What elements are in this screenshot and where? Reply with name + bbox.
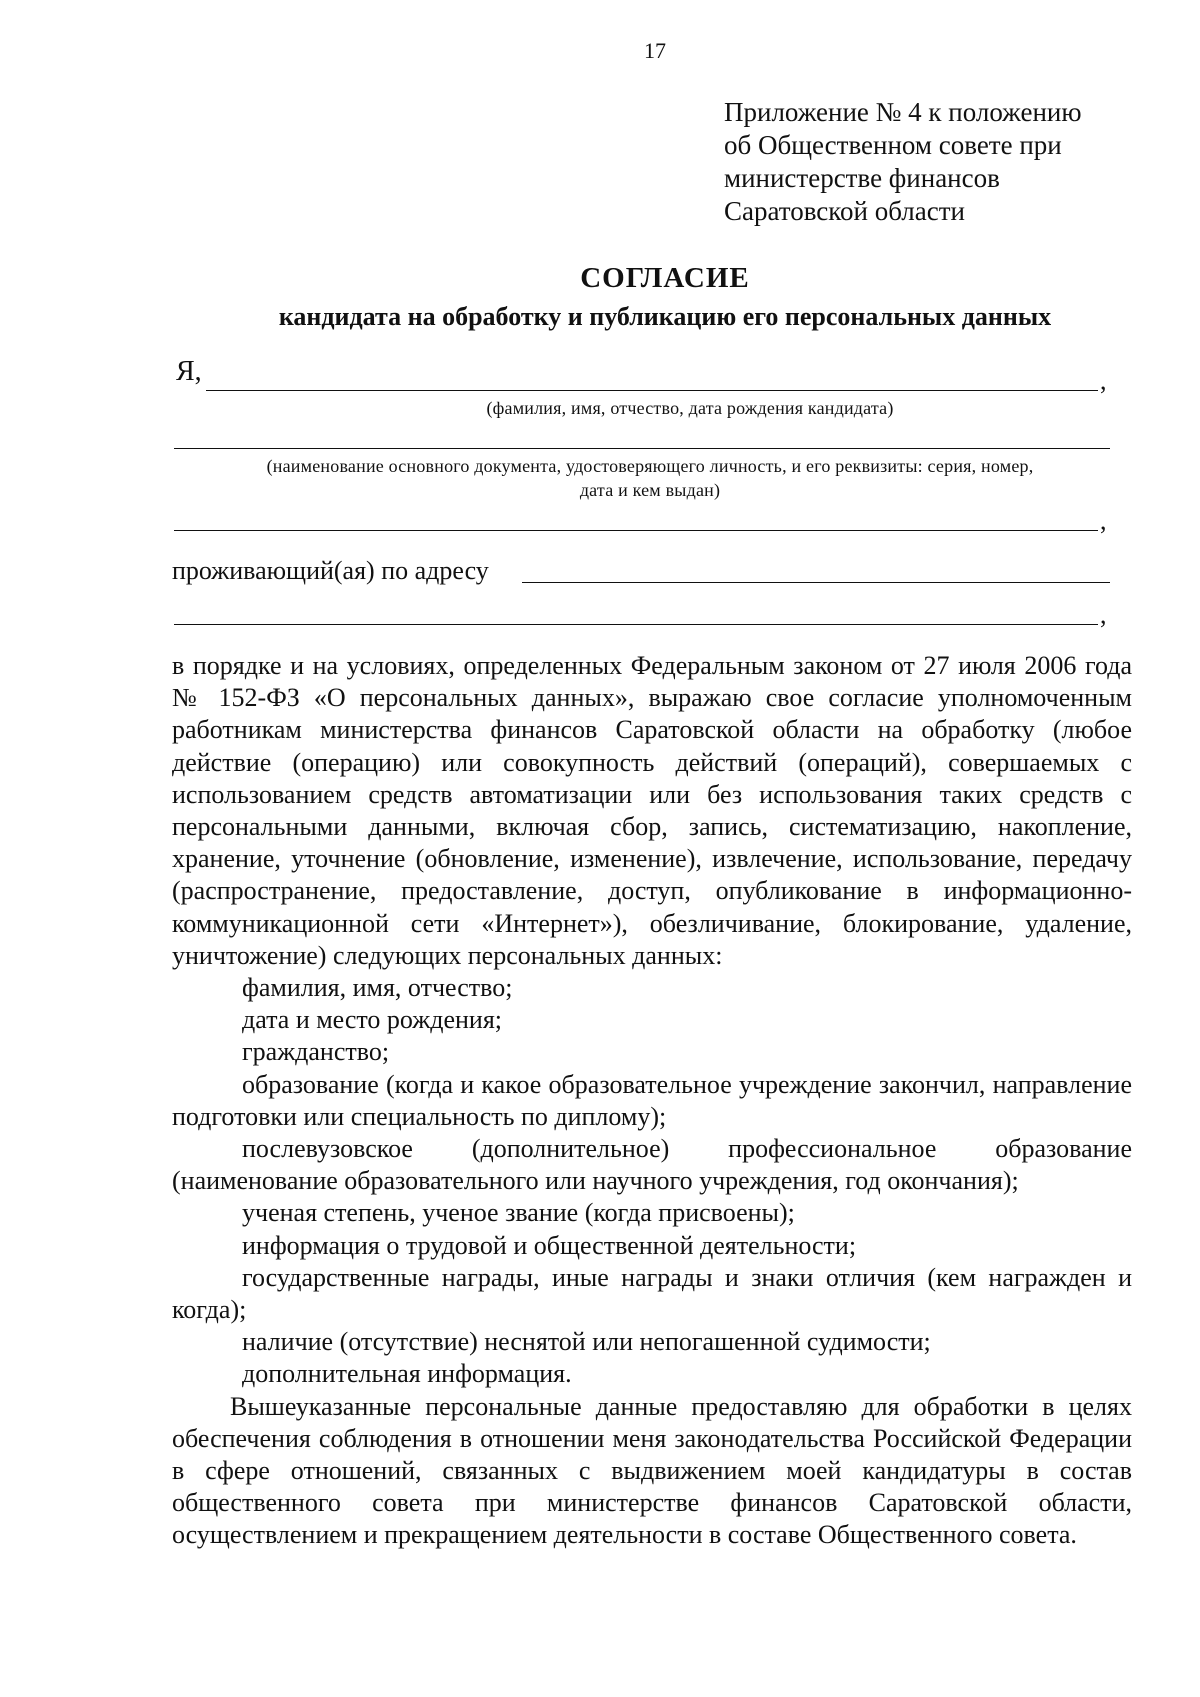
- appendix-line: министерстве финансов: [724, 163, 1000, 193]
- appendix-line: Саратовской области: [724, 196, 965, 226]
- hint-document-line1: (наименование основного документа, удостоверяющего личность, и его реквизиты: серия, номер,: [266, 456, 1034, 476]
- appendix-line: Приложение № 4 к положению: [724, 97, 1082, 127]
- address-comma: ,: [1100, 600, 1107, 629]
- data-list-item: государственные награды, иные награды и знаки отличия (кем награжден и когда);: [172, 1262, 1132, 1325]
- consent-intro-paragraph: в порядке и на условиях, определенных Федеральным законом от 27 июля 2006 года № 152-ФЗ «О персональных данных», выражаю свое согласие уполномоченным работникам министерства финансов Саратовской области на обработку (любое действие (операцию) или совокупность действий (операций), совершаемых с использованием средств автоматизации или без использования таких средств с персональными данными, включая сбор, запись, систематизацию, накопление, хранение, уточнение (обновление, изменение), извлечение, использование, передачу (распространение, предоставление, доступ, опубликование в информационно-коммуникационной сети «Интернет»), обезличивание, блокирование, удаление, уничтожение) следующих персональных данных:: [172, 651, 1132, 970]
- data-list-item: ученая степень, ученое звание (когда присвоены);: [242, 1198, 795, 1228]
- address-label: проживающий(ая) по адресу: [172, 556, 489, 585]
- data-list-item: информация о трудовой и общественной деятельности;: [242, 1230, 857, 1260]
- name-blank-line[interactable]: [206, 390, 1098, 391]
- name-comma: ,: [1100, 366, 1107, 395]
- address-blank-line[interactable]: [522, 582, 1110, 583]
- address-continuation-line[interactable]: [174, 624, 1098, 625]
- document-blank-line[interactable]: [174, 448, 1110, 449]
- data-list-item: наличие (отсутствие) неснятой или непогашенной судимости;: [242, 1327, 931, 1357]
- data-list-item: гражданство;: [242, 1037, 390, 1067]
- data-list-item: образование (когда и какое образовательное учреждение закончил, направление подготовки или специальность по диплому);: [172, 1069, 1132, 1131]
- consent-body: [172, 650, 1132, 1552]
- ya-label: Я,: [176, 356, 202, 387]
- data-list-item: дополнительная информация.: [242, 1359, 572, 1389]
- data-list-item: дата и место рождения;: [242, 1005, 503, 1035]
- document-title: СОГЛАСИЕ: [580, 262, 750, 294]
- appendix-line: об Общественном совете при: [724, 130, 1062, 160]
- data-list-item: послевузовское (дополнительное) профессиональное образование (наименование образовательного или научного учреждения, год окончания);: [172, 1134, 1132, 1196]
- consent-closing-paragraph: Вышеуказанные персональные данные предоставляю для обработки в целях обеспечения соблюдения в отношении меня законодательства Российской Федерации в сфере отношений, связанных с выдвижением моей кандидатуры в состав общественного совета при министерстве финансов Саратовской области, осуществлением и прекращением деятельности в составе Общественного совета.: [172, 1391, 1132, 1550]
- document-comma: ,: [1100, 506, 1107, 535]
- appendix-header: [724, 96, 1082, 228]
- hint-document-line2: дата и кем выдан): [579, 480, 721, 500]
- page-number: 17: [644, 38, 666, 63]
- data-list-item: фамилия, имя, отчество;: [242, 973, 513, 1003]
- document-subtitle: кандидата на обработку и публикацию его персональных данных: [278, 302, 1052, 331]
- document-details-blank-line[interactable]: [174, 530, 1098, 531]
- hint-name: (фамилия, имя, отчество, дата рождения кандидата): [486, 398, 894, 418]
